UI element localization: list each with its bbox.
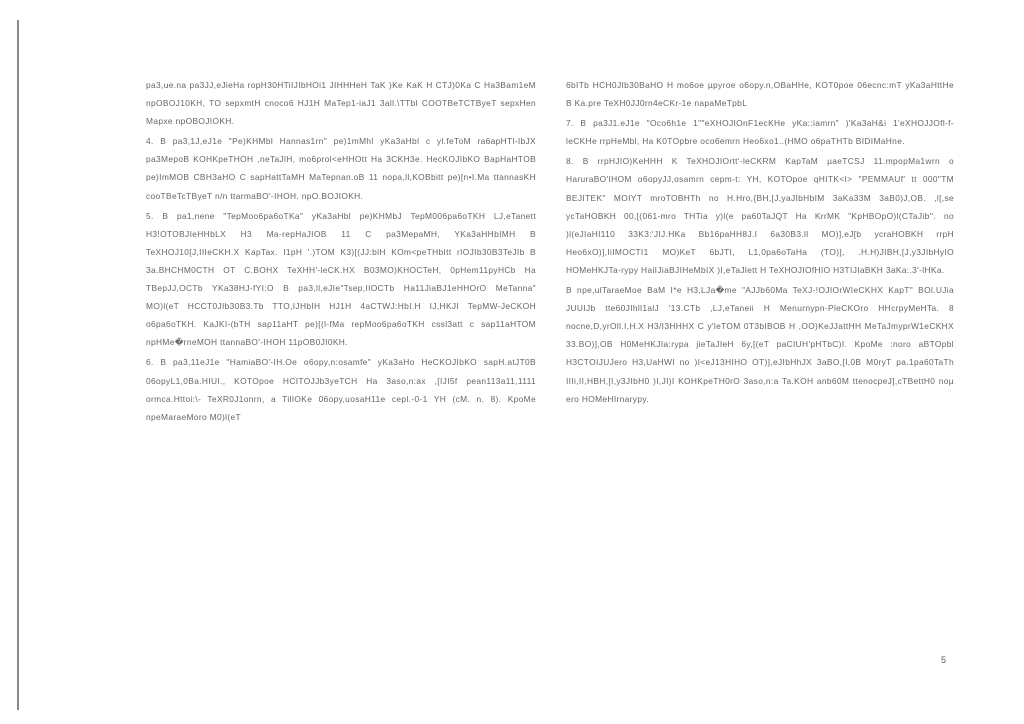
paragraph: B npe,ulTaraeMoe BaM I*e H3,LJa�me "AJJb60Ma TeXJ-!OJIOrWIeCKHX KapT" BOl.UJia JUUIJb tte60JIhll1alJ '13.CTb ,LJ,eTaneii H Menurnypn-PleCKOro HHcrpyMeHTa. 8 nocne,D,yrOll.I,H.X H3/I3HHHX C y'leTOM 0T3bIBOB H ,OO)KeJJattHH MeTaJmyprW1eCKHX 33.BO)],OB H0MeHKJIa:rypa jieTaJIeH 6y,[(eT paCIUH'pHTbC)I. KpoMe :noro aBTOpbl H3CTOIJUJero H3,UaHWI no )I<eJ13HIHO OT)],eJIbHhJX 3aBO,[I,0B M0ryT pa.1pa60TaTh IIIi,II,HBH,[I,y3JIbH0 )I,JI)I KOHKpeTH0rO 3aso,n:a Ta.KOH anb60M ttenocpeJ],cTBettH0 noµ ero HOMeHIrnarypy.	[566, 285, 954, 404]
paragraph: 7. B pa3J1.eJ1e "Oco6h1e 1""eXHOJIOnF1ecKHe yKa::iamrn" )'Ka3aH&i 1'eXHOJJOfl-f-leCKHe rrpHeMbl, Ha K0TOpbre oco6emrn Heo6xo1..(HMO o6paTHTb BIDIMaHne.	[566, 118, 954, 147]
paragraph: pa3,ue.na pa3JJ,eJieHa ropH30HTiIJIbHOi1 JIHHHeH TaK )Ke KaK H CTJ)0Ka C Ha3Bam1eM npOBOJ10KH, TO sepxmtH cnoco6 HJ1H MaTep1-iaJ1 3all.\TTbl COOTBeTCTByeT sepxHen Mapxe npOBOJIOKH.	[146, 80, 536, 127]
paragraph: 5. B pa1,nene "TepMoo6pa6oTKa" yKa3aHbl pe)KHMbJ TepM006pa6oTKH LJ,eTanett H3!OTOBJIeHHbLX H3 Ma-repHaJIOB 11 C pa3MepaMH, YKa3aHHbIMH B TeXHOJ10[J,IIIeCKH.X KapTax. I1pH '.)TOM K3)[(JJ:blH KOm<peTHbItt rIOJIb30B3TeJIb B 3a.BHCHM0CTH OT C.BOHX TeXHH'-leCK.HX B03MO)KHOCTeH, 0pHem11pyHCb Ha TBepJJ,OCTb YKa38HJ-fYI:O B pa3,ll,eJIe"Tsep,IIOCTb Ha11JiaBJ1eHHOrO MeTanna" MO)l(eT HCCT0JIb30B3.Tb TTO,IJHbIH HJ1H 4aCTWJ:HbI.H IJ,HKJI TepMW-JeCKOH o6pa6oTKH. KaJKI-(bTH sap11aHT pe)[(l-fMa repMoo6pa6oTKH cssl3att c sap11aHTOM npHMe�rneMOH ttannaBO'-IHOH 11pOB0JI0KH.	[146, 210, 536, 348]
paragraph: 8. B rrpHJIO)KeHHH K TeXHOJIOrtt'-leCKRM KapTaM µaeTCSJ 11.mpopMa1wrn o HaruraBO'IHOM o6opyJJ,osamrn cepm-t: YH, KOTOpoe qHITK<I> "PEMMAUf' tt 000"TM BEJITEK" MOIYT mroTOBHTh no H.Hro,{BH,[J,yaJIbHbIM 3aKa33M 3aB0)J,OB. ,l[,se ycTaHOBKH 00,[(061-mro THTia y)l(e pa60TaJQT Ha KrrMK "KpHBOpO)l(CTaJib''. no )l(eJIaHI110 33K3:'JIJ.HKa Bb16paHH8J.I 6a30B3.ll MO)],eJ[b ycraHOBKH rrpH Heo6xO)],IiIMOCTI1 MO)KeT 6bJTI, L1,0pa6oTaHa (TO)], .H.H)JIBH,[J,y3JIbHyIO HOMeHKJTa-rypy HaiIJiaBJIHeMbIX )I,eTaJlett H TeXHOJIOfHIO H3TIJIaBKH 3aKa:.3'-lHKa.	[566, 156, 954, 275]
paragraph: 6. B pa3,11eJ1e "HamiaBO'-IH.Oe o6opy,n:osamfe" yKa3aHo HeCKOJIbKO sapH.atJT0B 06opyL1,0Ba.HIUI., KOTOpoe HCITOJJb3yeTCH Ha 3aso,n:ax ,[IJI5f pean113a11,1111 ormca.Httoi:\- TeXR0J1onrn, a TilIOKe 06opy,uosaH11e cepl.-0-1 YH (cM. n. 8). KpoMe npeMaraeMoro M0)l(eT	[146, 357, 536, 422]
right-column	[566, 76, 954, 408]
paragraph: 6bITb HCH0JIb30BaHO H mo6oe µpyroe o6opy.n,OBaHHe, KOT0poe 06ecnc:mT yKa3aHttHe B Ka.pre TeXH0JJ0rn4eCKr-1e napaMeTpbL	[566, 80, 954, 109]
page-number: 5	[940, 655, 946, 665]
paragraph: 4. B pa3,1J,eJ1e "Pe)KHMbl Hannas1rn" pe)1mMhl yKa3aHbl c yl.feToM ra6apHTl-IbJX pa3MepoB KOHKpeTHOH ,neTaJlH, mo6prol<eHHOtt Ha 3CKH3e. HecKOJIbKO BapHaHTOB pe)ImMOB CBH3aHO C sapHattTaMH MaTepnan.oB 11 nopa,ll,KOBbitt pe)[n•I.Ma ttannasKH cooTBeTcTByeT n/n ttarmaBO'-IHOH. npO.BOJIOKH.	[146, 136, 536, 201]
margin-rule	[17, 20, 19, 710]
left-column	[146, 76, 536, 426]
